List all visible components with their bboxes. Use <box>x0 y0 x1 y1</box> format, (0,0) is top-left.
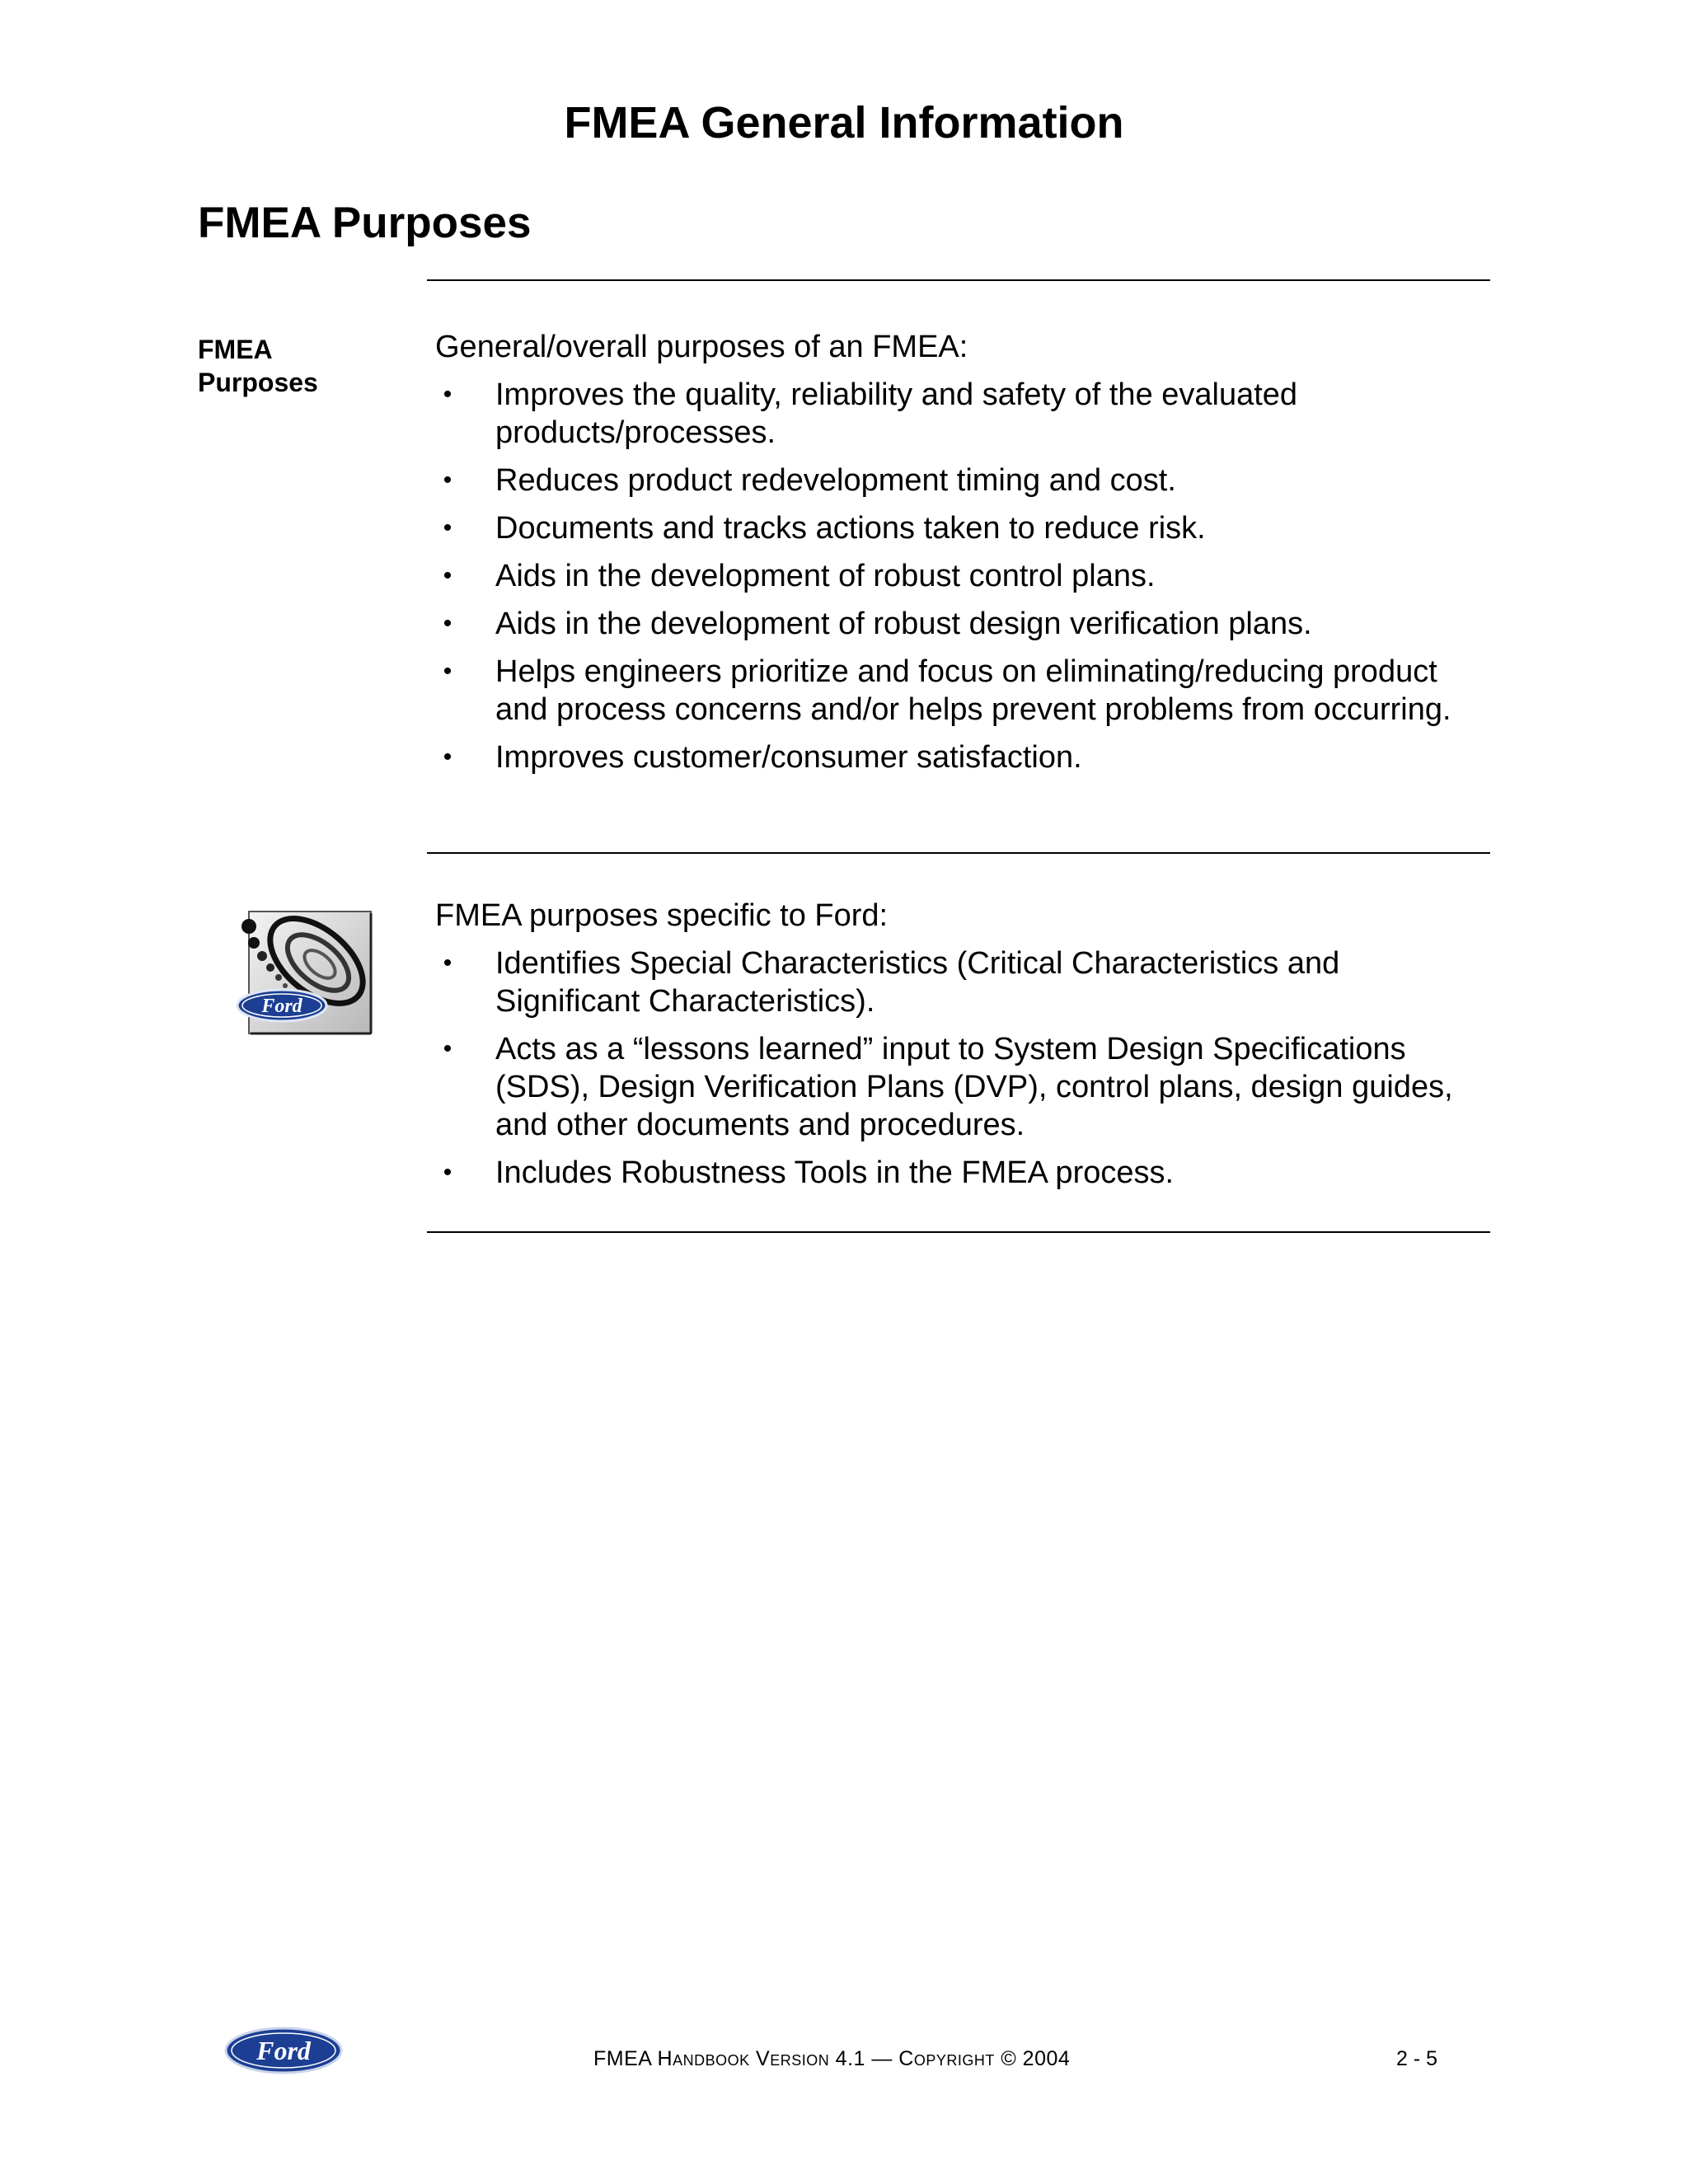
list-item <box>435 462 1482 499</box>
list-item <box>435 557 1482 595</box>
list-item-text: Identifies Special Characteristics (Critical Characteristics and Significant Characteristics). <box>495 946 1340 1019</box>
list-item <box>435 738 1482 776</box>
bullet-icon: • <box>443 562 452 589</box>
bullet-icon: • <box>443 610 452 637</box>
ford-logo-text: Ford <box>261 996 302 1017</box>
divider-bottom <box>427 1231 1490 1233</box>
general-purposes-lead: General/overall purposes of an FMEA: <box>435 330 968 364</box>
footer-text <box>593 2047 1070 2071</box>
list-item <box>435 944 1482 1020</box>
ford-purposes-lead: FMEA purposes specific to Ford: <box>435 898 889 933</box>
ford-purposes-list <box>435 944 1482 1192</box>
bullet-icon: • <box>443 1159 452 1186</box>
footer-copyright: FMEA Handbook Version 4.1 — Copyright © 2004 <box>593 2047 1071 2070</box>
list-item <box>435 376 1482 452</box>
section-title: FMEA Purposes <box>198 199 532 247</box>
list-item <box>435 653 1482 729</box>
bullet-icon: • <box>443 1035 452 1062</box>
list-item <box>435 1030 1482 1144</box>
list-item-text: Aids in the development of robust design verification plans. <box>495 607 1312 641</box>
ford-purposes-block <box>435 897 1482 1202</box>
ford-oval-logo <box>224 2026 343 2075</box>
list-item-text: Helps engineers prioritize and focus on eliminating/reducing product and process concerns and/or helps prevent problems from occurring. <box>495 654 1451 727</box>
list-item <box>435 605 1482 643</box>
bullet-icon: • <box>443 381 452 408</box>
side-label-line-2: Purposes <box>198 368 318 397</box>
list-item-text: Includes Robustness Tools in the FMEA process. <box>495 1155 1175 1190</box>
list-item <box>435 1154 1482 1192</box>
divider-middle <box>427 852 1490 854</box>
ford-swirl-icon <box>234 902 374 1038</box>
list-item-text: Documents and tracks actions taken to reduce risk. <box>495 511 1206 546</box>
general-purposes-block <box>435 328 1482 786</box>
bullet-icon: • <box>443 466 452 494</box>
list-item-text: Improves the quality, reliability and safety of the evaluated products/processes. <box>495 377 1298 450</box>
list-item <box>435 509 1482 547</box>
list-item-text: Aids in the development of robust control plans. <box>495 559 1156 593</box>
page-title: FMEA General Information <box>564 98 1124 148</box>
list-item-text: Acts as a “lessons learned” input to System Design Specifications (SDS), Design Verification Plans (DVP), control plans, design guides, and other documents and procedures. <box>495 1032 1453 1142</box>
footer-logo-text: Ford <box>256 2036 311 2065</box>
bullet-icon: • <box>443 743 452 771</box>
divider-top <box>427 279 1490 281</box>
list-item-text: Improves customer/consumer satisfaction. <box>495 740 1082 775</box>
bullet-icon: • <box>443 658 452 685</box>
list-item-text: Reduces product redevelopment timing and cost. <box>495 463 1176 498</box>
bullet-icon: • <box>443 949 452 977</box>
page-number: 2 - 5 <box>1396 2047 1438 2070</box>
general-purposes-list <box>435 376 1482 776</box>
bullet-icon: • <box>443 514 452 541</box>
side-label-line-1: FMEA <box>198 335 273 364</box>
side-label <box>198 333 396 399</box>
